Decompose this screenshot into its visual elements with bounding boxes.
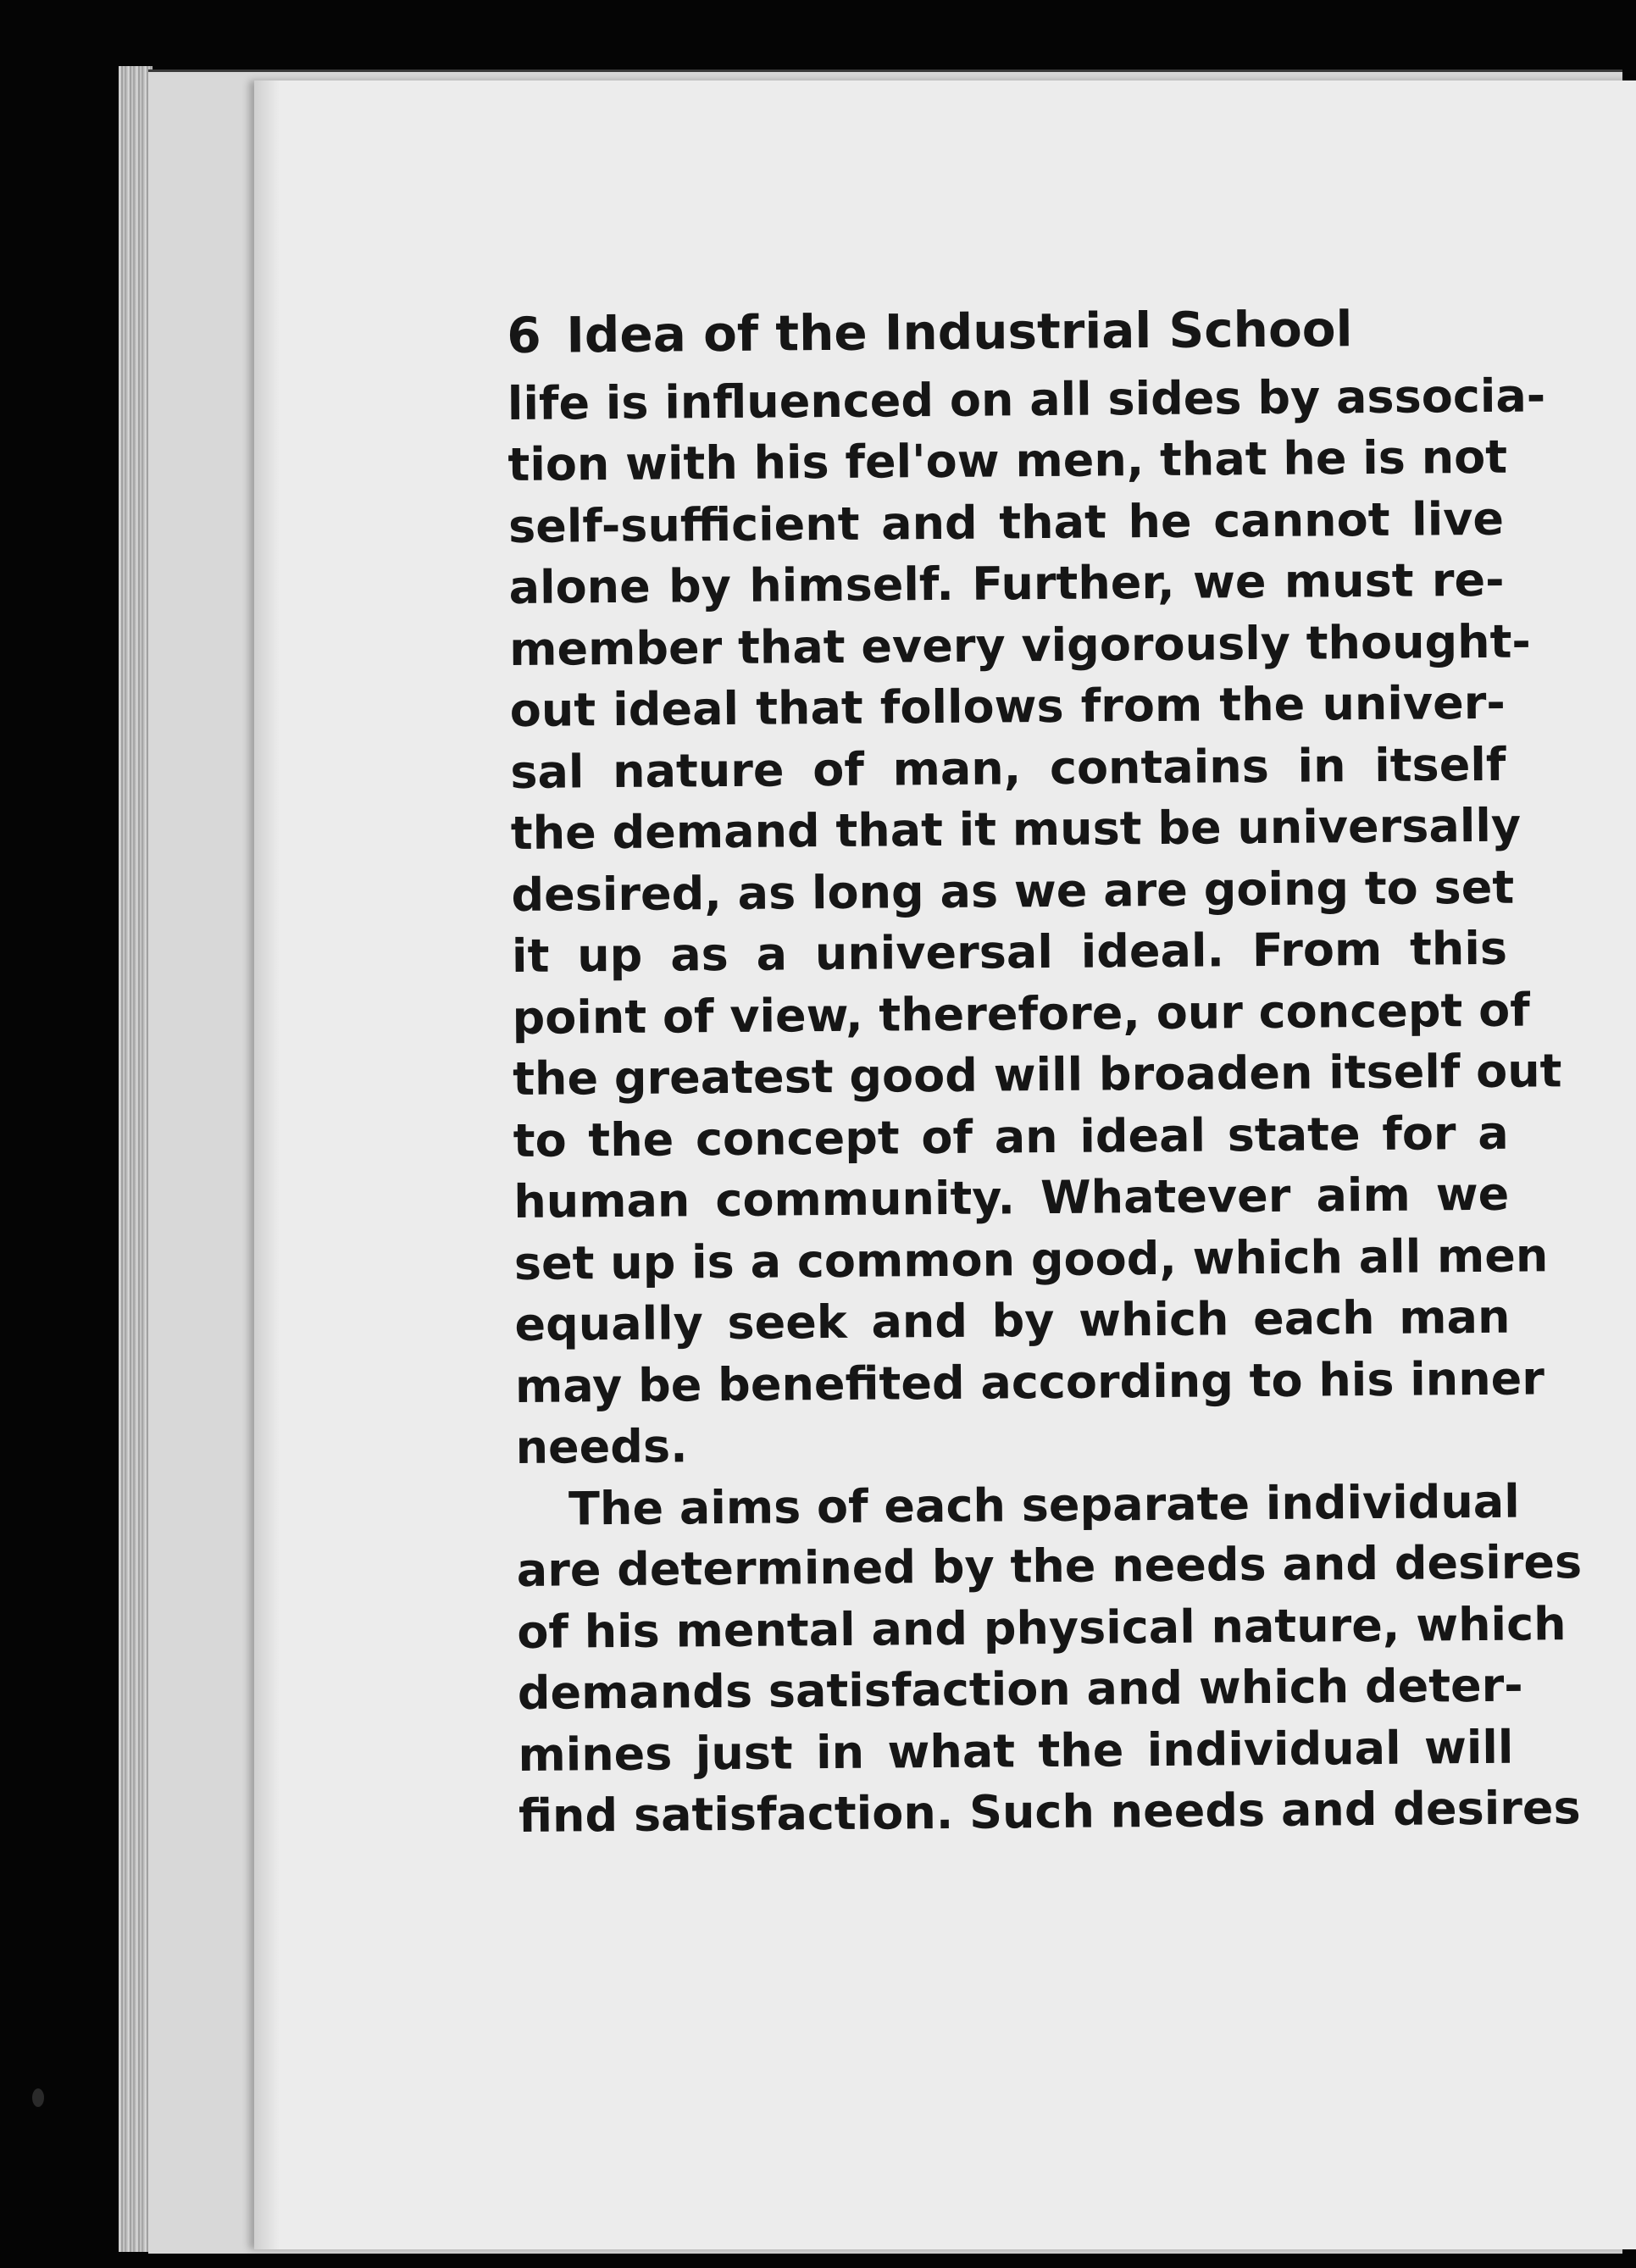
paragraph-2 <box>516 1471 1583 1847</box>
page-text-block <box>507 297 1583 1848</box>
text-line: it up as a universal ideal. From this <box>511 921 1508 983</box>
book-page-edges <box>119 66 153 2252</box>
text-line: The aims of each separate individual <box>568 1474 1520 1535</box>
text-line: member that every vigorously thought- <box>508 614 1532 676</box>
text-line: alone by himself. Further, we must re- <box>508 552 1505 614</box>
text-line: to the concept of an ideal state for a <box>513 1106 1509 1167</box>
text-line: out ideal that follows from the univer- <box>509 675 1506 737</box>
text-line: sal nature of man, contains in itself <box>510 737 1506 799</box>
paragraph-1 <box>507 365 1562 1478</box>
text-line: may be benefited according to his inner <box>514 1350 1545 1413</box>
text-line: desired, as long as we are going to set <box>511 860 1515 922</box>
text-line: of his mental and physical nature, which <box>517 1596 1567 1659</box>
running-title: Idea of the Industrial School <box>566 300 1353 364</box>
text-line: are determined by the needs and desires <box>516 1535 1583 1597</box>
text-line: the demand that it must be universally <box>510 798 1522 860</box>
text-line: needs. <box>515 1419 688 1474</box>
text-line: find satisfaction. Such needs and desires <box>518 1781 1581 1843</box>
text-line: mines just in what the individual will <box>518 1720 1514 1782</box>
text-line: equally seek and by which each man <box>514 1289 1511 1351</box>
page-gutter-shadow <box>254 80 280 2249</box>
text-line: set up is a common good, which all men <box>513 1228 1549 1290</box>
page-header <box>507 297 1503 367</box>
text-line: the greatest good will broaden itself out <box>512 1044 1562 1106</box>
page-number: 6 <box>507 306 541 364</box>
text-line: demands satisfaction and which deter- <box>517 1658 1523 1720</box>
text-line: human community. Whatever aim we <box>513 1167 1510 1228</box>
text-line: self-sufficient and that he cannot live <box>507 491 1505 553</box>
text-line: point of view, therefore, our concept of <box>512 983 1530 1045</box>
text-line: tion with his fel'ow men, that he is not <box>507 430 1508 491</box>
scan-speck <box>32 2088 44 2107</box>
text-line: life is influenced on all sides by associa- <box>507 368 1546 430</box>
